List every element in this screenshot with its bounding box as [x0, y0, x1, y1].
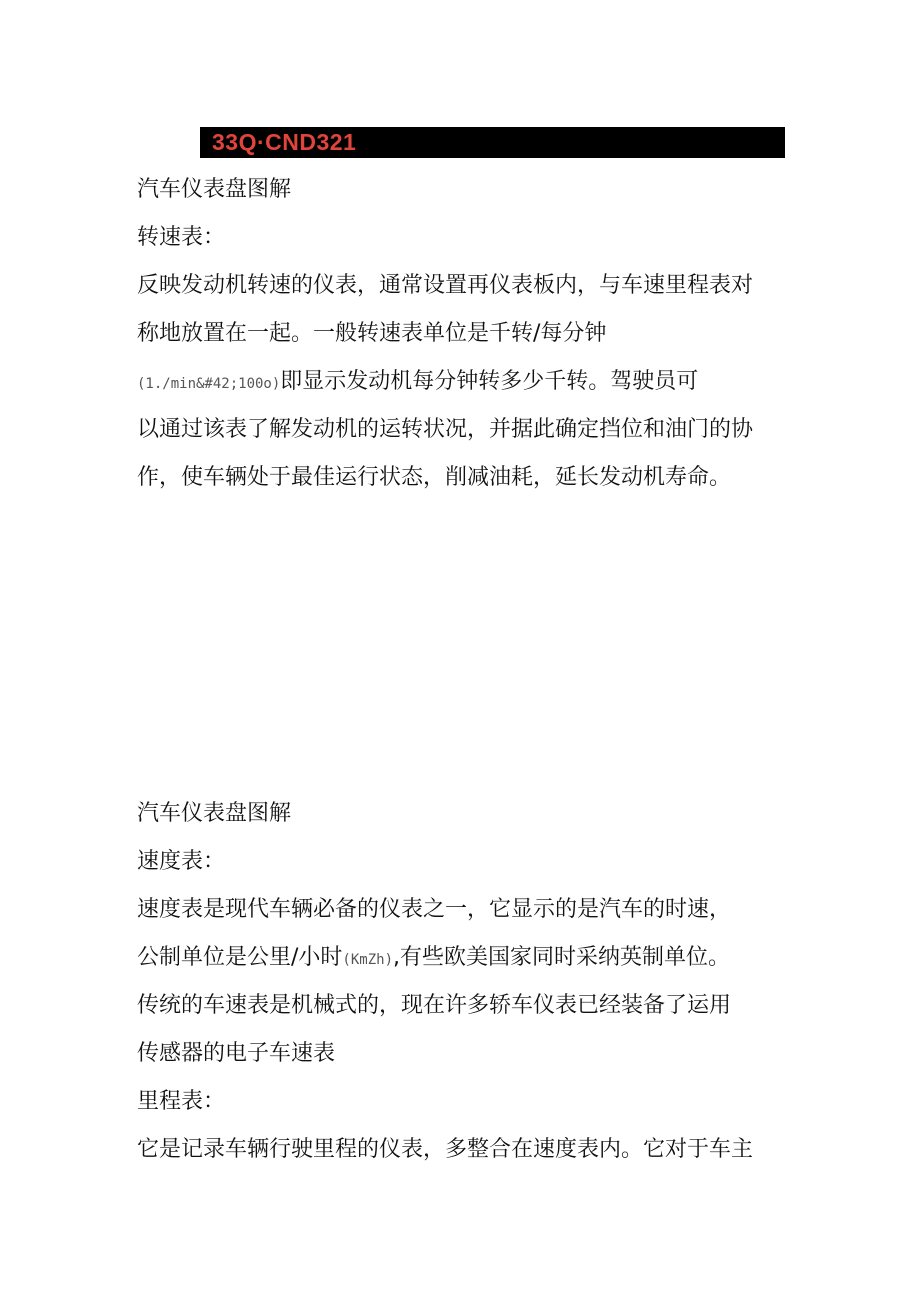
section2-title: 汽车仪表盘图解: [137, 801, 292, 826]
section2-line-4: 传感器的电子车速表: [137, 1041, 336, 1066]
section1-line-2: 称地放置在一起。一般转速表单位是千转/每分钟: [137, 321, 607, 346]
section2-subtitle: 速度表：: [137, 849, 226, 874]
document-code: 33Q·CND321: [212, 129, 357, 155]
header-bar: [200, 127, 785, 158]
section1-line-3: [137, 358, 698, 408]
speed-unit: (KmZh): [342, 952, 393, 968]
section2-line-1: 速度表是现代车辆必备的仪表之一，它显示的是汽车的时速，: [137, 897, 732, 922]
section2-line-2-a: 公制单位是公里/小时: [137, 945, 343, 970]
rpm-unit: (1./min&#42;100o): [137, 376, 281, 392]
section2-line-3: 传统的车速表是机械式的，现在许多轿车仪表已经装备了运用: [137, 993, 732, 1018]
section1-line-4: 以通过该表了解发动机的运转状况，并据此确定挡位和油门的协: [137, 417, 754, 442]
section1-line-1: 反映发动机转速的仪表，通常设置再仪表板内，与车速里程表对: [137, 273, 754, 298]
section1-line-3-text: 即显示发动机每分钟转多少千转。驾驶员可: [280, 369, 699, 394]
section2-line-2-b: ,有些欧美国家同时采纳英制单位。: [393, 945, 730, 970]
section1-line-5: 作，使车辆处于最佳运行状态，削减油耗，延长发动机寿命。: [137, 465, 732, 490]
section2-line-2: [137, 934, 730, 984]
section2-subtitle-2: 里程表：: [137, 1089, 226, 1114]
section1-subtitle: 转速表：: [137, 225, 226, 250]
section1-title: 汽车仪表盘图解: [137, 177, 292, 202]
section2-line-5: 它是记录车辆行驶里程的仪表，多整合在速度表内。它对于车主: [137, 1137, 754, 1162]
